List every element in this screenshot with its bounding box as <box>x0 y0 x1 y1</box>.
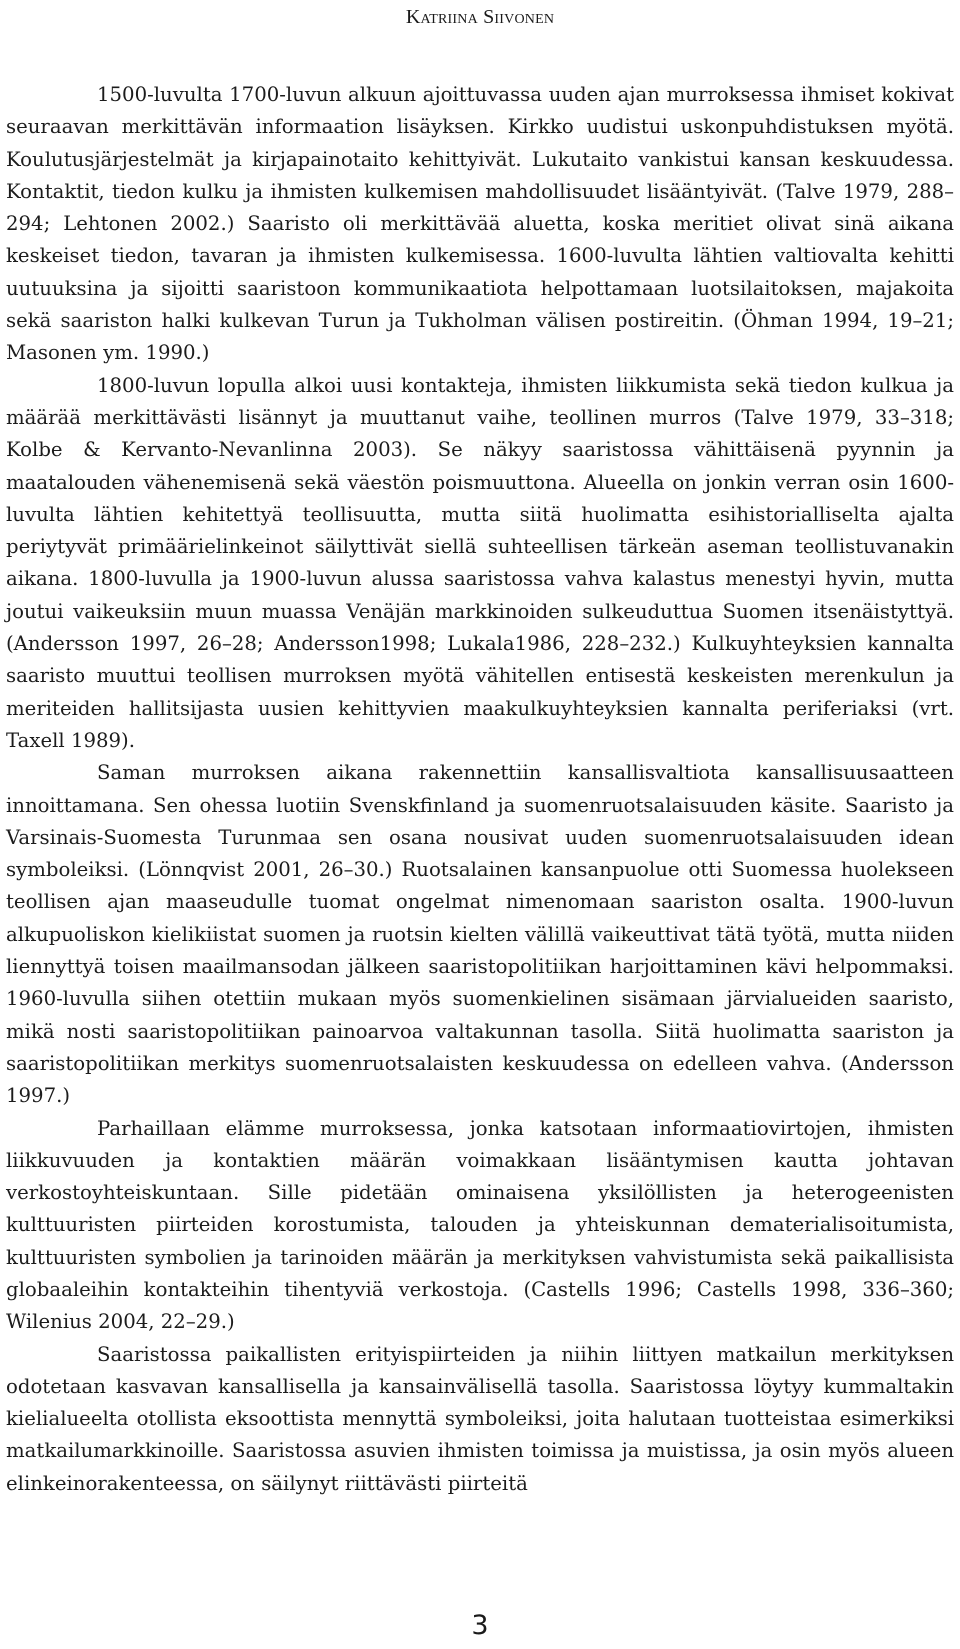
paragraph: 1800-luvun lopulla alkoi uusi kontakteja, ihmisten liikkumista sekä tiedon kulkua ja määrää merkittävästi lisännyt ja muuttanut vaihe, teollinen murros (Talve 1979, 33–318; Kolbe & Kervanto-Nevanlinna 2003). Se näkyy saaristossa vähittäisenä pyynnin ja maatalouden vähenemisenä sekä väestön poismuuttona. Alueella on jonkin verran osin 1600-luvulta lähtien kehitettyä teollisuutta, mutta siitä huolimatta esihistorialliselta ajalta periytyvät primäärielinkeinot säilyttivät siellä suhteellisen tärkeän aseman teollistuvanakin aikana. 1800-luvulla ja 1900-luvun alussa saaristossa vahva kalastus menestyi hyvin, mutta joutui vaikeuksiin muun muassa Venäjän markkinoiden sulkeuduttua Suomen itsenäistyttyä. (Andersson 1997, 26–28; Andersson1998; Lukala1986, 228–232.) Kulkuyhteyksien kannalta saaristo muuttui teollisen murroksen myötä vähitellen entisestä keskeisten merenkulun ja meriteiden hallitsijasta uusien kehittyvien maakulkuyhteyksien kannalta periferiaksi (vrt. Taxell 1989). <box>6 373 954 752</box>
body-text <box>6 79 954 1500</box>
page-number: 3 <box>471 1610 489 1641</box>
paragraph: Saaristossa paikallisten erityispiirteiden ja niihin liittyen matkailun merkityksen odotetaan kasvavan kansallisella ja kansainvälisellä tasolla. Saaristossa löytyy kummaltakin kielialueelta otollista eksoottista mennyttä symboleiksi, joita halutaan tuotteistaa esimerkiksi matkailumarkkinoille. Saaristossa asuvien ihmisten toimissa ja muistissa, ja osin myös alueen elinkeinorakenteessa, on säilynyt riittävästi piirteitä <box>6 1342 954 1495</box>
running-head-author: Katriina Siivonen <box>405 6 555 28</box>
paragraph: Saman murroksen aikana rakennettiin kansallisvaltiota kansallisuusaatteen innoittamana. Sen ohessa luotiin Svenskfinland ja suomenruotsalaisuuden käsite. Saaristo ja Varsinais-Suomesta Turunmaa sen osana nousivat uuden suomenruotsalaisuuden idean symboleiksi. (Lönnqvist 2001, 26–30.) Ruotsalainen kansanpuolue otti Suomessa huolekseen teollisen ajan maaseudulle tuomat ongelmat nimenomaan saariston osalta. 1900-luvun alkupuoliskon kielikiistat suomen ja ruotsin kielten välillä vaikeuttivat tätä työtä, mutta niiden liennyttyä toisen maailmansodan jälkeen saaristopolitiikan harjoittaminen kävi helpommaksi. 1960-luvulla siihen otettiin mukaan myös suomenkielinen sisämaan järvialueiden saaristo, mikä nosti saaristopolitiikan painoarvoa valtakunnan tasolla. Siitä huolimatta saariston ja saaristopolitiikan merkitys suomenruotsalaisten keskuudessa on edelleen vahva. (Andersson 1997.) <box>6 761 954 1108</box>
paragraph: Parhaillaan elämme murroksessa, jonka katsotaan informaatiovirtojen, ihmisten liikkuvuuden ja kontaktien määrän voimakkaan lisääntymisen kautta johtavan verkostoyhteiskuntaan. Sille pidetään ominaisena yksilöllisten ja heterogeenisten kulttuuristen piirteiden korostumista, talouden ja yhteiskunnan dematerialisoitumista, kulttuuristen symbolien ja tarinoiden määrän ja merkityksen vahvistumista sekä paikallisista globaaleihin kontakteihin tihentyviä verkostoja. (Castells 1996; Castells 1998, 336–360; Wilenius 2004, 22–29.) <box>6 1116 954 1334</box>
paragraph: 1500-luvulta 1700-luvun alkuun ajoittuvassa uuden ajan murroksessa ihmiset kokivat seuraavan merkittävän informaation lisäyksen. Kirkko uudistui uskonpuhdistuksen myötä. Koulutusjärjestelmät ja kirjapainotaito kehittyivät. Lukutaito vankistui kansan keskuudessa. Kontaktit, tiedon kulku ja ihmisten kulkemisen mahdollisuudet lisääntyivät. (Talve 1979, 288–294; Lehtonen 2002.) Saaristo oli merkittävää aluetta, koska meritiet olivat sinä aikana keskeiset tiedon, tavaran ja ihmisten kulkemisessa. 1600-luvulta lähtien valtiovalta kehitti uutuuksina ja sijoitti saaristoon kommunikaatiota helpottamaan luotsilaitoksen, majakoita sekä saariston halki kulkevan Turun ja Tukholman välisen postireitin. (Öhman 1994, 19–21; Masonen ym. 1990.) <box>6 83 954 365</box>
